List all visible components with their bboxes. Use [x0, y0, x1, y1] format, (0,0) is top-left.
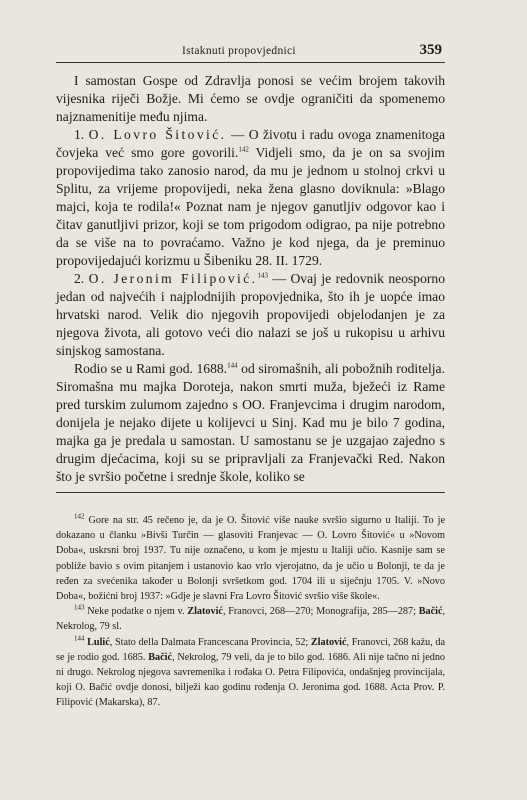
header-rule: [56, 62, 445, 63]
main-text: [56, 72, 445, 486]
footnotes: [56, 513, 445, 711]
paragraph-birth: Rodio se u Rami god. 1688.$^{144}$ od siromašnih, ali pobožnih roditelja. Siromašna mu majka Doroteja, nakon smrti muža, bježeći iz Rame pred turskim zulumom zajedno s OO. Franjevcima i drugim narodom, donijela je nejako dijete u kolijevci u Sinj. Kad mu je bilo 7 godina, majka ga je predala u samostan. U samostanu se je uzgajao zajedno s drugim djećacima, koji su se pripravljali za Franjevački Red. Nakon što je svršio početne i srednje škole, koliko se: [56, 361, 445, 484]
paragraph-intro: I samostan Gospe od Zdravlja ponosi se većim brojem takovih vijesnika riječi Božje. Mi ćemo se ovdje ograničiti da spomenemo najznamenitije među njima.: [56, 73, 445, 124]
footnote-ref: 144: [227, 361, 238, 370]
paragraph-filipovic: 2. O. Jeronim Filipović.$^{143}$ — Ovaj je redovnik neosporno jedan od najvećih i najplodnijih propovjednika, što ih je uopće imao hrvatski narod. Velik dio njegovih propovijedi objelodanjen je za njegova života, ali gotovo veći dio nalazi se još u rukopisu u arhivu sinjskog samostana.: [56, 271, 445, 358]
page-number: 359: [419, 42, 442, 58]
footnote-144: $^{144}$ Lulić, Stato della Dalmata Francescana Provincia, 52; Zlatović, Franovci, 268 kažu, da se je rodio god. 1685. Bačić, Nekrolog, 79 veli, da je to bilo god. 1686. Ali nije tačno ni jedno ni drugo. Nekrolog njegova savremenika i rođaka O. Petra Filipovića, ondašnjeg provincijala, koji O. Bačić ovdje donosi, bilježi kao godinu rođenja O. Jeronima god. 1688. Acta Prov. P. Filipović (Makarska), 87.: [56, 634, 446, 709]
footnote-ref: 142: [238, 145, 249, 154]
footnote-rule: [56, 492, 445, 493]
person-name: O. Jeronim Filipović.: [88, 271, 258, 286]
footnote-142: $^{142}$ Gore na str. 45 rečeno je, da je O. Šitović više nauke svršio sigurno u Italiji. To je dokazano u članku »Bivši Turčin — glasoviti Franjevac — O. Lovro Šitović« u »Novom Doba«, uskrsni broj 1937. Tu nije označeno, u kom je mjestu u Italiji učio. Kasnije sam se pobliže bavio s ovim pitanjem i ustanovio kao vrlo vjerojatno, da je učio u Bolonji, te da je ređen za svećenika također u Bolonji svršetkom god. 1704 ili u siječnju 1705. V. »Novo Doba«, božićni broj 1937: »Gdje je slavni Fra Lovro Šitović svršio više škole«.: [56, 512, 445, 603]
paragraph-sitovic: 1. O. Lovro Šitović. — O životu i radu ovoga znamenitoga čovjeka već smo gore govorili.$^{142}$ Vidjeli smo, da je on sa svojim propovijedima tako zanosio narod, da mu je jednom u stolnoj crkvi u Splitu, za vrijeme propovijedi, neka žena glasno doviknula: »Blago majci, koja te rodila!« Poznat nam je njegov ganutljiv odgovor kao i čitav ganutljivi prizor, koji se tom prigodom odigrao, pa nije potrebno da se više na to povraćamo. Važno je kod njega, da je preminuo propovijedajući korizmu u Šibeniku 28. II. 1729.: [56, 127, 446, 268]
running-header-title: Istaknuti propovjednici: [182, 45, 296, 57]
person-name: O. Lovro Šitović.: [88, 127, 227, 142]
footnote-143: $^{143}$ Neke podatke o njem v. Zlatović, Franovci, 268—270; Monografija, 285—287; Bačić, Nekrolog, 79 sl.: [56, 603, 446, 633]
running-header: [182, 42, 442, 59]
footnote-ref: 143: [257, 271, 268, 280]
